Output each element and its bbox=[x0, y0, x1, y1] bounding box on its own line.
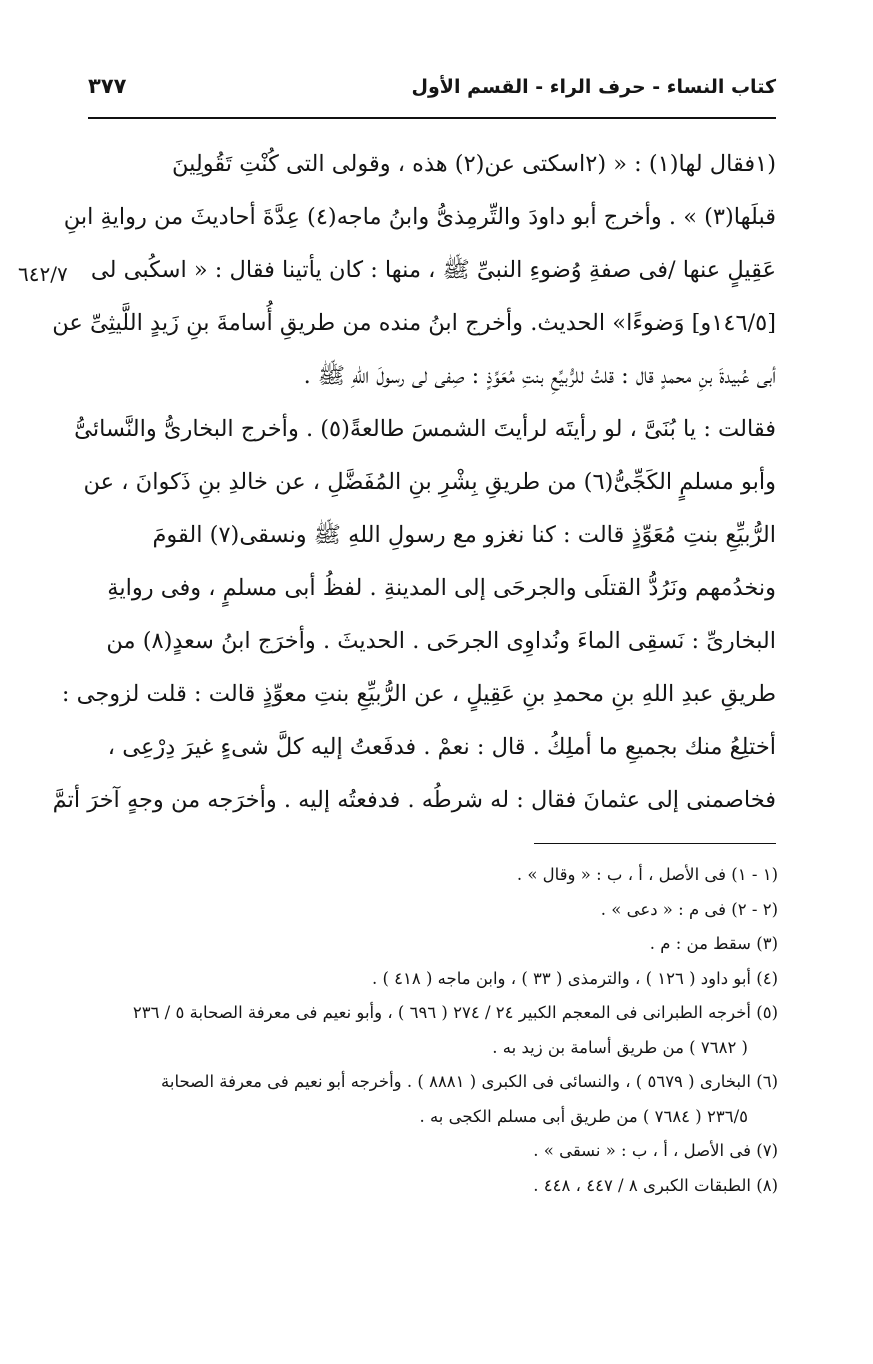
page-number: ٣٧٧ bbox=[88, 74, 127, 98]
footnote: (٣) سقط من : م . bbox=[649, 934, 778, 953]
footnotes bbox=[88, 858, 778, 1203]
text-line: عَقِيلٍ عنها /فى صفةِ وُضوءِ النبىِّ ﷺ ، منها : كان يأتينا فقال : « اسكُبى لى bbox=[90, 257, 776, 283]
text-line: فقالت : يا بُنَىَّ ، لو رأيتَه لرأيتَ الشمسَ طالعةً(٥) . وأخرج البخارىُّ والنَّسائىُّ bbox=[74, 416, 776, 442]
footnote: (٧) فى الأصل ، أ ، ب : « نسقى » . bbox=[533, 1141, 778, 1160]
footnote: (٨) الطبقات الكبرى ٨ / ٤٤٧ ، ٤٤٨ . bbox=[533, 1175, 778, 1195]
footnote: (١ - ١) فى الأصل ، أ ، ب : « وقال » . bbox=[516, 865, 778, 884]
text-line: [١٤٦/٥و] وَضوءًا» الحديث. وأخرج ابنُ منده من طريقِ أُسامةَ بنِ زَيدٍ اللَّيثِىِّ عن bbox=[52, 310, 776, 336]
footnote: (٤) أبو داود ( ١٢٦ ) ، والترمذى ( ٣٣ ) ، وابن ماجه ( ٤١٨ ) . bbox=[371, 968, 778, 988]
text-line: فخاصمنى إلى عثمانَ فقال : له شرطُه . فدفعتُه إليه . وأخرَجه من وجهٍ آخرَ أتمَّ bbox=[52, 787, 776, 813]
margin-reference: ٦٤٢/٧ bbox=[18, 262, 68, 286]
text-line: قبلَها(٣) » . وأخرج أبو داودَ والتِّرمِذىُّ وابنُ ماجه(٤) عِدَّةَ أحاديثَ من روايةِ ابنِ bbox=[63, 204, 776, 230]
text-line: وأبو مسلمٍ الكَجِّىُّ(٦) من طريقِ بِشْرِ بنِ المُفَضَّلِ ، عن خالدِ بنِ ذَكوانَ ، عن bbox=[83, 469, 776, 495]
page-header bbox=[88, 74, 776, 110]
footnote-continuation: ٢٣٦/٥ ( ٧٦٨٤ ) من طريق أبى مسلم الكجى به . bbox=[419, 1106, 748, 1126]
text-line: أختلِعُ منك بجميعِ ما أملِكُ . قال : نعمْ . فدفَعتُ إليه كلَّ شىءٍ غيرَ دِرْعِى ، bbox=[107, 734, 776, 760]
text-line: الرُّبيِّعِ بنتِ مُعَوِّذٍ قالت : كنا نغزو مع رسولِ اللهِ ﷺ ونسقى(٧) القومَ bbox=[152, 522, 776, 548]
main-text bbox=[52, 138, 776, 827]
running-title: كتاب النساء - حرف الراء - القسم الأول bbox=[411, 76, 776, 98]
text-line: طريقِ عبدِ اللهِ بنِ محمدِ بنِ عَقِيلٍ ، عن الرُّبيِّعِ بنتِ معوِّذٍ قالت : قلت لزوجى : bbox=[61, 681, 776, 707]
text-line: (١فقال لها(١) : « (٢اسكتى عن(٢) هذه ، وقولى التى كُنْتِ تَقُولِينَ bbox=[172, 151, 776, 177]
text-line: ونخدُمهم ونَرُدُّ القتلَى والجرحَى إلى المدينةِ . لفظُ أبى مسلمٍ ، وفى روايةِ bbox=[107, 575, 776, 601]
text-line: أبى عُبيدةَ بنِ محمدٍ قال : قلتُ للرُّبيِّعِ بنتِ مُعَوِّذٍ : صِفى لى رسولَ اللهِ ﷺ . bbox=[303, 363, 776, 389]
footnote-continuation: ( ٧٦٨٢ ) من طريق أسامة بن زيد به . bbox=[492, 1037, 748, 1057]
footnote-separator bbox=[534, 843, 776, 844]
footnote: (٢ - ٢) فى م : « دعى » . bbox=[600, 899, 778, 919]
header-rule bbox=[88, 117, 776, 119]
footnote: (٥) أخرجه الطبرانى فى المعجم الكبير ٢٤ / ٢٧٤ ( ٦٩٦ ) ، وأبو نعيم فى معرفة الصحابة ٥ / ٢٣٦ bbox=[132, 1003, 778, 1022]
footnote: (٦) البخارى ( ٥٦٧٩ ) ، والنسائى فى الكبرى ( ٨٨٨١ ) . وأخرجه أبو نعيم فى معرفة الصحابة bbox=[161, 1072, 778, 1091]
text-line: البخارىِّ : نَسقِى الماءَ ونُداوِى الجرحَى . الحديثَ . وأخرَج ابنُ سعدٍ(٨) من bbox=[106, 628, 776, 654]
